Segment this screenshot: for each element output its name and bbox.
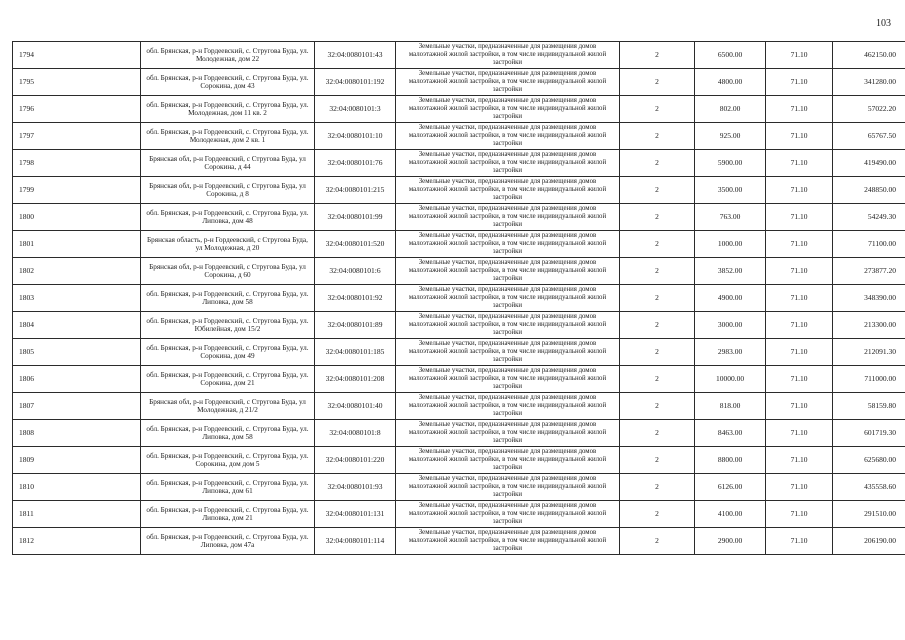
address-cell: обл. Брянская, р-н Гордеевский, с. Струговa Буда, ул. Сорокина, дом дом 5 (141, 447, 315, 474)
table-body (13, 42, 905, 555)
cadastral-value-cell: 291510.00 (833, 501, 905, 528)
group-cell: 2 (620, 285, 695, 312)
area-cell: 4900.00 (695, 285, 766, 312)
table-row (13, 339, 905, 366)
area-cell: 3000.00 (695, 312, 766, 339)
address-cell: обл. Брянская, р-н Гордеевский, с. Струговa Буда, ул. Сорокина, дом 49 (141, 339, 315, 366)
area-cell: 1000.00 (695, 231, 766, 258)
specific-value-cell: 71.10 (766, 204, 833, 231)
specific-value-cell: 71.10 (766, 366, 833, 393)
cadastral-number-cell: 32:04:0080101:76 (315, 150, 396, 177)
row-number: 1802 (13, 258, 141, 285)
cadastral-value-cell: 54249.30 (833, 204, 905, 231)
land-use-cell: Земельные участки, предназначенные для размещения домов малоэтажной жилой застройки, в том числе индивидуальной жилой застройки (396, 231, 620, 258)
cadastral-value-cell: 462150.00 (833, 42, 905, 69)
cadastral-value-cell: 273877.20 (833, 258, 905, 285)
cadastral-value-cell: 601719.30 (833, 420, 905, 447)
row-number: 1803 (13, 285, 141, 312)
area-cell: 8800.00 (695, 447, 766, 474)
table-row (13, 312, 905, 339)
specific-value-cell: 71.10 (766, 123, 833, 150)
area-cell: 802.00 (695, 96, 766, 123)
group-cell: 2 (620, 420, 695, 447)
address-cell: обл. Брянская, р-н Гордеевский, с. Струговa Буда, ул. Липовка, дом 58 (141, 420, 315, 447)
table-row (13, 420, 905, 447)
row-number: 1797 (13, 123, 141, 150)
specific-value-cell: 71.10 (766, 258, 833, 285)
group-cell: 2 (620, 528, 695, 555)
table-row (13, 528, 905, 555)
cadastral-number-cell: 32:04:0080101:93 (315, 474, 396, 501)
land-use-cell: Земельные участки, предназначенные для размещения домов малоэтажной жилой застройки, в том числе индивидуальной жилой застройки (396, 312, 620, 339)
row-number: 1807 (13, 393, 141, 420)
row-number: 1801 (13, 231, 141, 258)
group-cell: 2 (620, 393, 695, 420)
cadastral-value-cell: 65767.50 (833, 123, 905, 150)
land-use-cell: Земельные участки, предназначенные для размещения домов малоэтажной жилой застройки, в том числе индивидуальной жилой застройки (396, 474, 620, 501)
land-use-cell: Земельные участки, предназначенные для размещения домов малоэтажной жилой застройки, в том числе индивидуальной жилой застройки (396, 339, 620, 366)
area-cell: 3852.00 (695, 258, 766, 285)
group-cell: 2 (620, 312, 695, 339)
cadastral-number-cell: 32:04:0080101:185 (315, 339, 396, 366)
row-number: 1806 (13, 366, 141, 393)
row-number: 1805 (13, 339, 141, 366)
specific-value-cell: 71.10 (766, 312, 833, 339)
row-number: 1800 (13, 204, 141, 231)
area-cell: 818.00 (695, 393, 766, 420)
specific-value-cell: 71.10 (766, 528, 833, 555)
area-cell: 2900.00 (695, 528, 766, 555)
row-number: 1804 (13, 312, 141, 339)
group-cell: 2 (620, 258, 695, 285)
table-row (13, 42, 905, 69)
table-row (13, 123, 905, 150)
address-cell: обл. Брянская, р-н Гордеевский, с. Струговa Буда, ул. Липовка, дом 61 (141, 474, 315, 501)
land-use-cell: Земельные участки, предназначенные для размещения домов малоэтажной жилой застройки, в том числе индивидуальной жилой застройки (396, 447, 620, 474)
row-number: 1811 (13, 501, 141, 528)
address-cell: Брянская область, р-н Гордеевский, с Струговa Буда, ул Молодежная, д 20 (141, 231, 315, 258)
row-number: 1794 (13, 42, 141, 69)
cadastral-number-cell: 32:04:0080101:520 (315, 231, 396, 258)
cadastral-value-cell: 711000.00 (833, 366, 905, 393)
address-cell: Брянская обл, р-н Гордеевский, с Струговa Буда, ул Сорокина, д 8 (141, 177, 315, 204)
row-number: 1796 (13, 96, 141, 123)
page-number: 103 (876, 18, 891, 29)
land-use-cell: Земельные участки, предназначенные для размещения домов малоэтажной жилой застройки, в том числе индивидуальной жилой застройки (396, 177, 620, 204)
group-cell: 2 (620, 231, 695, 258)
table-row (13, 231, 905, 258)
cadastral-value-table (12, 41, 905, 555)
table-row (13, 366, 905, 393)
area-cell: 6500.00 (695, 42, 766, 69)
group-cell: 2 (620, 177, 695, 204)
land-use-cell: Земельные участки, предназначенные для размещения домов малоэтажной жилой застройки, в том числе индивидуальной жилой застройки (396, 285, 620, 312)
group-cell: 2 (620, 501, 695, 528)
area-cell: 763.00 (695, 204, 766, 231)
specific-value-cell: 71.10 (766, 393, 833, 420)
cadastral-number-cell: 32:04:0080101:10 (315, 123, 396, 150)
row-number: 1809 (13, 447, 141, 474)
row-number: 1812 (13, 528, 141, 555)
row-number: 1795 (13, 69, 141, 96)
cadastral-value-cell: 213300.00 (833, 312, 905, 339)
specific-value-cell: 71.10 (766, 177, 833, 204)
cadastral-value-cell: 58159.80 (833, 393, 905, 420)
specific-value-cell: 71.10 (766, 96, 833, 123)
land-use-cell: Земельные участки, предназначенные для размещения домов малоэтажной жилой застройки, в том числе индивидуальной жилой застройки (396, 42, 620, 69)
group-cell: 2 (620, 42, 695, 69)
land-use-cell: Земельные участки, предназначенные для размещения домов малоэтажной жилой застройки, в том числе индивидуальной жилой застройки (396, 150, 620, 177)
address-cell: обл. Брянская, р-н Гордеевский, с. Струговa Буда, ул. Молодежная, дом 2 кв. 1 (141, 123, 315, 150)
land-use-cell: Земельные участки, предназначенные для размещения домов малоэтажной жилой застройки, в том числе индивидуальной жилой застройки (396, 393, 620, 420)
address-cell: обл. Брянская, р-н Гордеевский, с. Струговa Буда, ул. Липовка, дом 48 (141, 204, 315, 231)
cadastral-number-cell: 32:04:0080101:114 (315, 528, 396, 555)
group-cell: 2 (620, 123, 695, 150)
area-cell: 6126.00 (695, 474, 766, 501)
address-cell: обл. Брянская, р-н Гордеевский, с. Струговa Буда, ул. Липовка, дом 47а (141, 528, 315, 555)
area-cell: 5900.00 (695, 150, 766, 177)
cadastral-value-cell: 212091.30 (833, 339, 905, 366)
cadastral-value-cell: 71100.00 (833, 231, 905, 258)
cadastral-number-cell: 32:04:0080101:192 (315, 69, 396, 96)
table-row (13, 285, 905, 312)
land-use-cell: Земельные участки, предназначенные для размещения домов малоэтажной жилой застройки, в том числе индивидуальной жилой застройки (396, 204, 620, 231)
address-cell: обл. Брянская, р-н Гордеевский, с. Струговa Буда, ул. Сорокина, дом 43 (141, 69, 315, 96)
area-cell: 4800.00 (695, 69, 766, 96)
table-row (13, 474, 905, 501)
area-cell: 8463.00 (695, 420, 766, 447)
cadastral-value-cell: 435558.60 (833, 474, 905, 501)
address-cell: обл. Брянская, р-н Гордеевский, с. Струговa Буда, ул. Сорокина, дом 21 (141, 366, 315, 393)
row-number: 1799 (13, 177, 141, 204)
specific-value-cell: 71.10 (766, 420, 833, 447)
land-use-cell: Земельные участки, предназначенные для размещения домов малоэтажной жилой застройки, в том числе индивидуальной жилой застройки (396, 366, 620, 393)
address-cell: обл. Брянская, р-н Гордеевский, с. Струговa Буда, ул. Молодежная, дом 11 кв. 2 (141, 96, 315, 123)
cadastral-number-cell: 32:04:0080101:3 (315, 96, 396, 123)
table-row (13, 447, 905, 474)
cadastral-number-cell: 32:04:0080101:92 (315, 285, 396, 312)
specific-value-cell: 71.10 (766, 474, 833, 501)
group-cell: 2 (620, 339, 695, 366)
group-cell: 2 (620, 447, 695, 474)
specific-value-cell: 71.10 (766, 339, 833, 366)
cadastral-value-cell: 419490.00 (833, 150, 905, 177)
land-use-cell: Земельные участки, предназначенные для размещения домов малоэтажной жилой застройки, в том числе индивидуальной жилой застройки (396, 123, 620, 150)
cadastral-number-cell: 32:04:0080101:89 (315, 312, 396, 339)
table-row (13, 204, 905, 231)
specific-value-cell: 71.10 (766, 150, 833, 177)
cadastral-number-cell: 32:04:0080101:6 (315, 258, 396, 285)
cadastral-value-cell: 625680.00 (833, 447, 905, 474)
specific-value-cell: 71.10 (766, 447, 833, 474)
specific-value-cell: 71.10 (766, 501, 833, 528)
row-number: 1810 (13, 474, 141, 501)
land-use-cell: Земельные участки, предназначенные для размещения домов малоэтажной жилой застройки, в том числе индивидуальной жилой застройки (396, 501, 620, 528)
cadastral-value-cell: 248850.00 (833, 177, 905, 204)
address-cell: Брянская обл, р-н Гордеевский, с Струговa Буда, ул Молодежная, д 21/2 (141, 393, 315, 420)
group-cell: 2 (620, 69, 695, 96)
cadastral-number-cell: 32:04:0080101:220 (315, 447, 396, 474)
area-cell: 10000.00 (695, 366, 766, 393)
address-cell: обл. Брянская, р-н Гордеевский, с. Струговa Буда, ул. Липовка, дом 21 (141, 501, 315, 528)
cadastral-value-cell: 206190.00 (833, 528, 905, 555)
group-cell: 2 (620, 366, 695, 393)
row-number: 1808 (13, 420, 141, 447)
cadastral-number-cell: 32:04:0080101:131 (315, 501, 396, 528)
table-row (13, 96, 905, 123)
group-cell: 2 (620, 474, 695, 501)
area-cell: 2983.00 (695, 339, 766, 366)
cadastral-number-cell: 32:04:0080101:43 (315, 42, 396, 69)
area-cell: 925.00 (695, 123, 766, 150)
land-use-cell: Земельные участки, предназначенные для размещения домов малоэтажной жилой застройки, в том числе индивидуальной жилой застройки (396, 258, 620, 285)
table-row (13, 177, 905, 204)
cadastral-number-cell: 32:04:0080101:8 (315, 420, 396, 447)
address-cell: Брянская обл, р-н Гордеевский, с Струговa Буда, ул Сорокина, д 60 (141, 258, 315, 285)
land-use-cell: Земельные участки, предназначенные для размещения домов малоэтажной жилой застройки, в том числе индивидуальной жилой застройки (396, 420, 620, 447)
table-row (13, 69, 905, 96)
cadastral-value-cell: 57022.20 (833, 96, 905, 123)
table-row (13, 258, 905, 285)
specific-value-cell: 71.10 (766, 285, 833, 312)
address-cell: обл. Брянская, р-н Гордеевский, с. Струговa Буда, ул. Юбилейная, дом 15/2 (141, 312, 315, 339)
cadastral-value-cell: 341280.00 (833, 69, 905, 96)
cadastral-number-cell: 32:04:0080101:40 (315, 393, 396, 420)
specific-value-cell: 71.10 (766, 231, 833, 258)
address-cell: обл. Брянская, р-н Гордеевский, с. Струговa Буда, ул. Молодежная, дом 22 (141, 42, 315, 69)
table-row (13, 150, 905, 177)
row-number: 1798 (13, 150, 141, 177)
group-cell: 2 (620, 96, 695, 123)
cadastral-number-cell: 32:04:0080101:208 (315, 366, 396, 393)
area-cell: 3500.00 (695, 177, 766, 204)
specific-value-cell: 71.10 (766, 42, 833, 69)
address-cell: Брянская обл, р-н Гордеевский, с Струговa Буда, ул Сорокина, д 44 (141, 150, 315, 177)
table-row (13, 393, 905, 420)
group-cell: 2 (620, 150, 695, 177)
cadastral-value-cell: 348390.00 (833, 285, 905, 312)
group-cell: 2 (620, 204, 695, 231)
table-row (13, 501, 905, 528)
address-cell: обл. Брянская, р-н Гордеевский, с. Струговa Буда, ул. Липовка, дом 58 (141, 285, 315, 312)
land-use-cell: Земельные участки, предназначенные для размещения домов малоэтажной жилой застройки, в том числе индивидуальной жилой застройки (396, 69, 620, 96)
specific-value-cell: 71.10 (766, 69, 833, 96)
land-use-cell: Земельные участки, предназначенные для размещения домов малоэтажной жилой застройки, в том числе индивидуальной жилой застройки (396, 528, 620, 555)
cadastral-number-cell: 32:04:0080101:99 (315, 204, 396, 231)
area-cell: 4100.00 (695, 501, 766, 528)
cadastral-number-cell: 32:04:0080101:215 (315, 177, 396, 204)
land-use-cell: Земельные участки, предназначенные для размещения домов малоэтажной жилой застройки, в том числе индивидуальной жилой застройки (396, 96, 620, 123)
